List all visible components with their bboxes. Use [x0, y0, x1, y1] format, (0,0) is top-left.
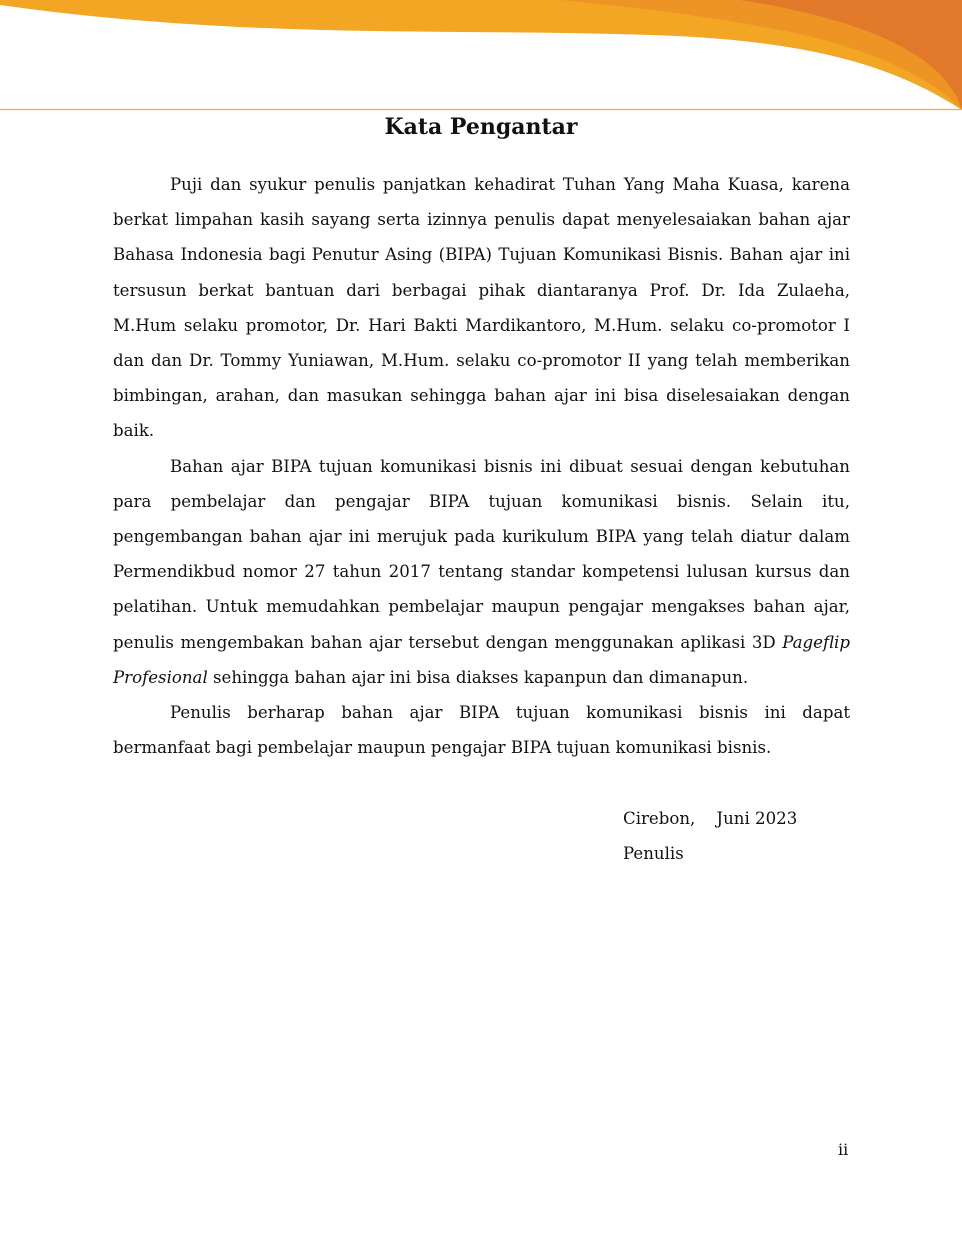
page-title: Kata Pengantar — [384, 114, 578, 140]
paragraph-2-end: sehingga bahan ajar ini bisa diakses kapanpun dan dimanapun. — [207, 667, 749, 687]
paragraph-1: Puji dan syukur penulis panjatkan kehadirat Tuhan Yang Maha Kuasa, karena berkat limpahan kasih sayang serta izinnya penulis dapat menyelesaiakan bahan ajar Bahasa Indonesia bagi Penutur Asing (BIPA) Tujuan Komunikasi Bisnis. Bahan ajar ini tersusun berkat bantuan dari berbagai pihak diantaranya Prof. Dr. Ida Zulaeha, M.Hum selaku promotor, Dr. Hari Bakti Mardikantoro, M.Hum. selaku co-promotor I dan dan Dr. Tommy Yuniawan, M.Hum. selaku co-promotor II yang telah memberikan bimbingan, arahan, dan masukan sehingga bahan ajar ini bisa diselesaiakan dengan baik. — [113, 175, 850, 441]
signature-place-date: Cirebon, Juni 2023 — [623, 809, 798, 828]
paragraph-2-text: Bahan ajar BIPA tujuan komunikasi bisnis ini dibuat sesuai dengan kebutuhan para pembelajar dan pengajar BIPA tujuan komunikasi bisnis. Selain itu, pengembangan bahan ajar ini merujuk pada kurikulum BIPA yang telah diatur dalam Permendikbud nomor 27 tahun 2017 tentang standar kompetensi lulusan kursus dan pelatihan. Untuk memudahkan pembelajar maupun pengajar mengakses bahan ajar, penulis mengembakan bahan ajar tersebut dengan menggunakan aplikasi 3D — [113, 456, 850, 652]
paragraph-3: Penulis berharap bahan ajar BIPA tujuan komunikasi bisnis ini dapat bermanfaat bagi pembelajar maupun pengajar BIPA tujuan komunikasi bisnis. — [113, 703, 850, 758]
paragraph-2 — [113, 449, 850, 695]
header-decoration — [0, 0, 962, 112]
paragraph-2-italic: Pageflip Profesional — [113, 632, 850, 687]
page-number: ii — [838, 1140, 849, 1159]
signature-block — [623, 801, 797, 871]
signature-author: Penulis — [623, 844, 684, 863]
body-text — [113, 167, 850, 765]
